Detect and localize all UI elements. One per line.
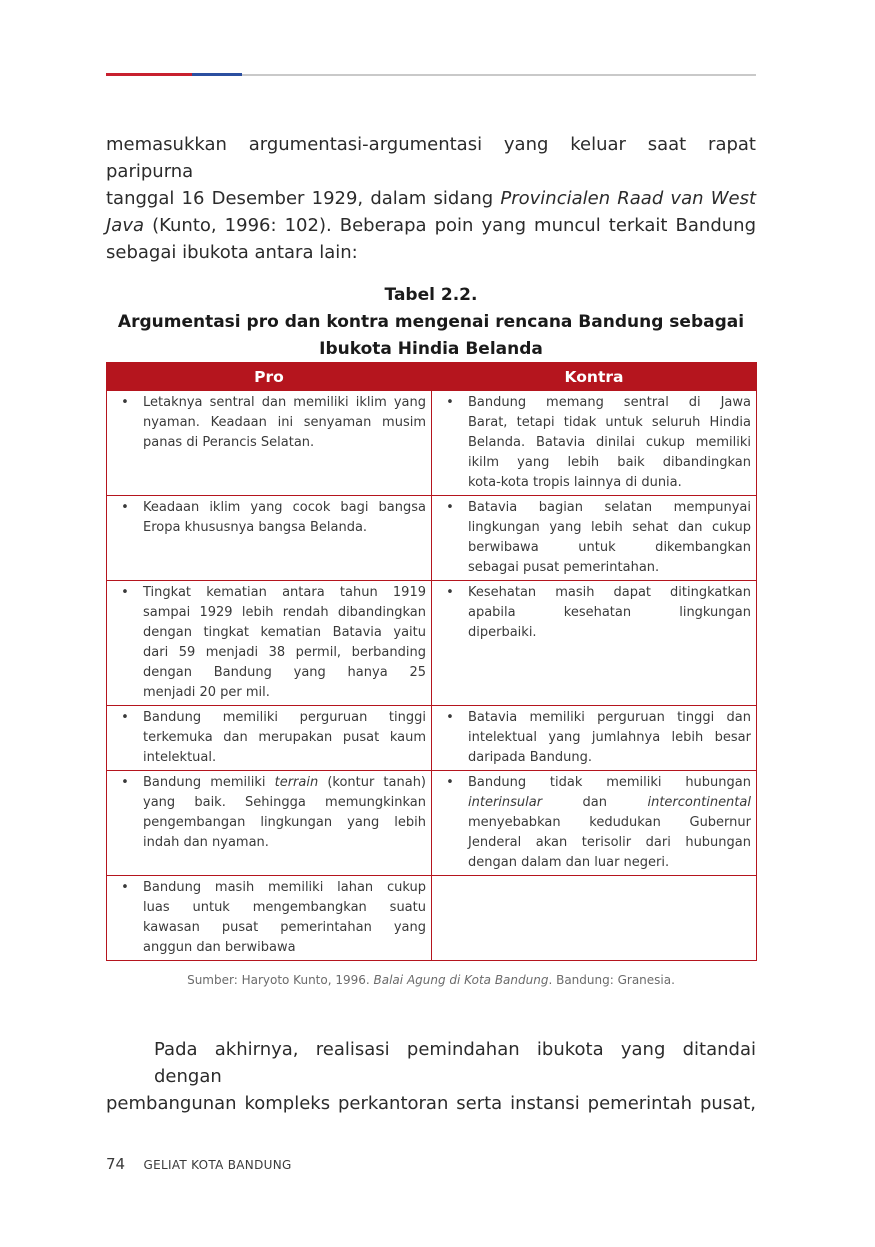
header-rule-blue [192,73,242,76]
table-title-line: Argumentasi pro dan kontra mengenai rencana Bandung sebagai [117,312,745,332]
cell-line: nyaman. Keadaan ini senyaman musim [143,415,426,430]
cell-line: Bandung memiliki perguruan tinggi [143,710,426,725]
intro-line: memasukkan argumentasi-argumentasi yang keluar saat rapat paripurna [106,134,756,182]
cell-line: panas di Perancis Selatan. [143,435,315,450]
cell-line: Kesehatan masih dapat ditingkatkan [468,585,751,600]
cell-line: Barat, tetapi tidak untuk seluruh Hindia [468,415,751,430]
pro-cell [107,581,432,706]
table-row [107,706,757,771]
kontra-cell [432,771,757,876]
cell-line: menyebabkan kedudukan Gubernur [468,815,751,830]
closing-line: Pada akhirnya, realisasi pemindahan ibukota yang ditandai dengan [154,1039,756,1087]
cell-line: Bandung tidak memiliki hubungan [468,775,751,790]
cell-italic: intercontinental [647,795,751,810]
source-text: . Bandung: Granesia. [548,973,675,987]
table-header-row [107,363,757,391]
cell-line: menjadi 20 per mil. [143,685,270,700]
intro-italic: Provincialen Raad van West [500,188,757,209]
table-source [106,971,756,989]
cell-line: dengan Bandung yang hanya 25 [143,665,426,680]
cell-line: apabila kesehatan lingkungan [468,605,751,620]
bullet: • [446,395,454,410]
cell-text: Bandung memiliki [143,775,275,790]
table-row [107,496,757,581]
cell-italic: terrain [274,775,319,790]
cell-line: Jenderal akan terisolir dari hubungan [468,835,751,850]
cell-line: sebagai pusat pemerintahan. [468,560,660,575]
bullet: • [121,880,129,895]
closing-line: pembangunan kompleks perkantoran serta instansi pemerintah pusat, [106,1093,756,1114]
running-title: GELIAT KOTA BANDUNG [143,1158,292,1172]
cell-line: intelektual. [143,750,217,765]
table-title-line: Ibukota Hindia Belanda [319,339,543,359]
cell-line: indah dan nyaman. [143,835,269,850]
cell-line: daripada Bandung. [468,750,592,765]
cell-text: dan [582,795,608,810]
cell-line: dengan tingkat kematian Batavia yaitu [143,625,426,640]
header-pro: Pro [107,363,432,391]
kontra-cell [432,706,757,771]
cell-line: yang baik. Sehingga memungkinkan [143,795,426,810]
cell-line: terkemuka dan merupakan pusat kaum [143,730,426,745]
bullet: • [446,710,454,725]
cell-line: ikilm yang lebih baik dibandingkan [468,455,751,470]
table-row [107,581,757,706]
source-text: Sumber: Haryoto Kunto, 1996. [187,973,374,987]
bullet: • [446,775,454,790]
cell-line: berwibawa untuk dikembangkan [468,540,751,555]
cell-line: pengembangan lingkungan yang lebih [143,815,426,830]
cell-line: Batavia bagian selatan mempunyai [468,500,751,515]
cell-text: (kontur tanah) [318,775,427,790]
pro-cell [107,496,432,581]
cell-line: diperbaiki. [468,625,537,640]
cell-line: dengan dalam dan luar negeri. [468,855,670,870]
intro-text: (Kunto, 1996: 102). Beberapa poin yang muncul terkait Bandung [144,215,756,236]
header-kontra: Kontra [432,363,757,391]
cell-line: Keadaan iklim yang cocok bagi bangsa [143,500,426,515]
table-row [107,876,757,961]
intro-italic: Java [106,215,145,236]
cell-line: Bandung memang sentral di Jawa [468,395,751,410]
cell-line: Belanda. Batavia dinilai cukup memiliki [468,435,751,450]
cell-line: Tingkat kematian antara tahun 1919 [143,585,426,600]
kontra-cell [432,496,757,581]
pro-cell [107,876,432,961]
intro-line [106,185,756,212]
cell-line: Letaknya sentral dan memiliki iklim yang [143,395,426,410]
bullet: • [121,775,129,790]
bullet: • [121,585,129,600]
kontra-cell [432,391,757,496]
cell-line: kota-kota tropis lainnya di dunia. [468,475,682,490]
cell-line: intelektual yang jumlahnya lebih besar [468,730,751,745]
closing-paragraph [106,1036,756,1117]
pro-cell [107,706,432,771]
kontra-cell [432,581,757,706]
cell-line: lingkungan yang lebih sehat dan cukup [468,520,751,535]
cell-line: Batavia memiliki perguruan tinggi dan [468,710,751,725]
table-row [107,391,757,496]
cell-italic: interinsular [468,795,543,810]
header-rule-red [106,73,192,76]
cell-line: sampai 1929 lebih rendah dibandingkan [143,605,426,620]
page-number: 74 [106,1155,126,1173]
bullet: • [446,585,454,600]
cell-line [143,773,426,793]
bullet: • [121,395,129,410]
cell-line: Bandung masih memiliki lahan cukup [143,880,426,895]
pro-cell [107,391,432,496]
intro-paragraph [106,131,756,266]
table-caption [106,282,756,363]
cell-line: kawasan pusat pemerintahan yang [143,920,426,935]
kontra-cell-empty [432,876,757,961]
cell-line: anggun dan berwibawa [143,940,296,955]
table-label: Tabel 2.2. [384,285,478,305]
bullet: • [121,500,129,515]
intro-line [106,212,756,239]
intro-text: tanggal 16 Desember 1929, dalam sidang [106,188,501,209]
header-rule-grey [242,74,756,76]
table-row [107,771,757,876]
bullet: • [446,500,454,515]
pro-kontra-table [106,362,757,961]
pro-cell [107,771,432,876]
cell-line: dari 59 menjadi 38 permil, berbanding [143,645,426,660]
intro-line: sebagai ibukota antara lain: [106,242,358,263]
cell-line: luas untuk mengembangkan suatu [143,900,426,915]
bullet: • [121,710,129,725]
source-book-title: Balai Agung di Kota Bandung [373,973,549,987]
cell-line [468,793,751,813]
cell-line: Eropa khususnya bangsa Belanda. [143,520,368,535]
page-footer [106,1155,292,1173]
